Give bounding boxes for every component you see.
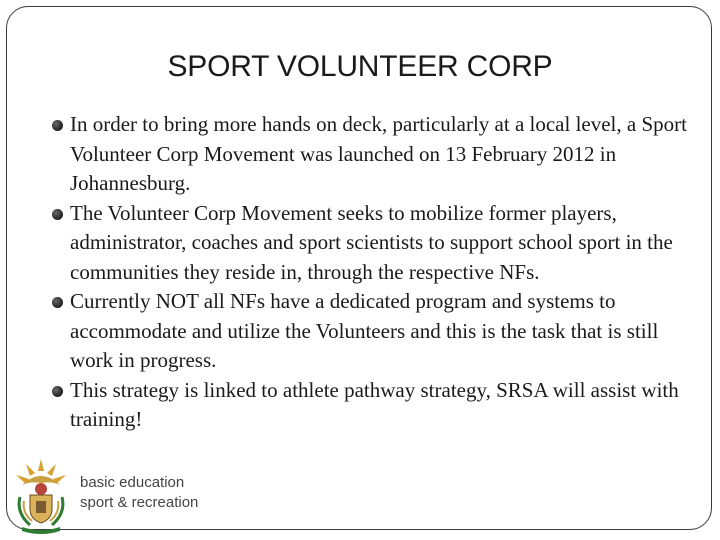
bullet-icon [52, 386, 63, 397]
bullet-text: The Volunteer Corp Movement seeks to mobilize former players, administrator, coaches and sport scientists to support school sport in the communities they reside in, through the respective NFs. [70, 200, 673, 284]
bullet-item [44, 287, 704, 376]
bullet-item [44, 110, 704, 199]
logo-line-basic-education: basic education [80, 474, 185, 491]
bullet-text: Currently NOT all NFs have a dedicated program and systems to accommodate and utilize the Volunteers and this is the task that is still work in progress. [70, 289, 659, 372]
bullet-item [44, 376, 704, 435]
bullet-item [44, 199, 704, 288]
bullet-icon [52, 120, 63, 131]
department-logo [8, 455, 208, 535]
bullet-text: This strategy is linked to athlete pathway strategy, SRSA will assist with training! [70, 377, 679, 431]
bullet-icon [52, 297, 63, 308]
bullet-list [44, 110, 704, 435]
logo-text [80, 473, 198, 513]
bullet-icon [52, 209, 63, 220]
coat-of-arms-icon [8, 455, 74, 535]
logo-line-sport-recreation: sport & recreation [80, 494, 199, 511]
slide-title: SPORT VOLUNTEER CORP [167, 50, 553, 83]
bullet-text: In order to bring more hands on deck, particularly at a local level, a Sport Volunteer Corp Movement was launched on 13 February 2012 in Johannesburg. [70, 112, 687, 195]
